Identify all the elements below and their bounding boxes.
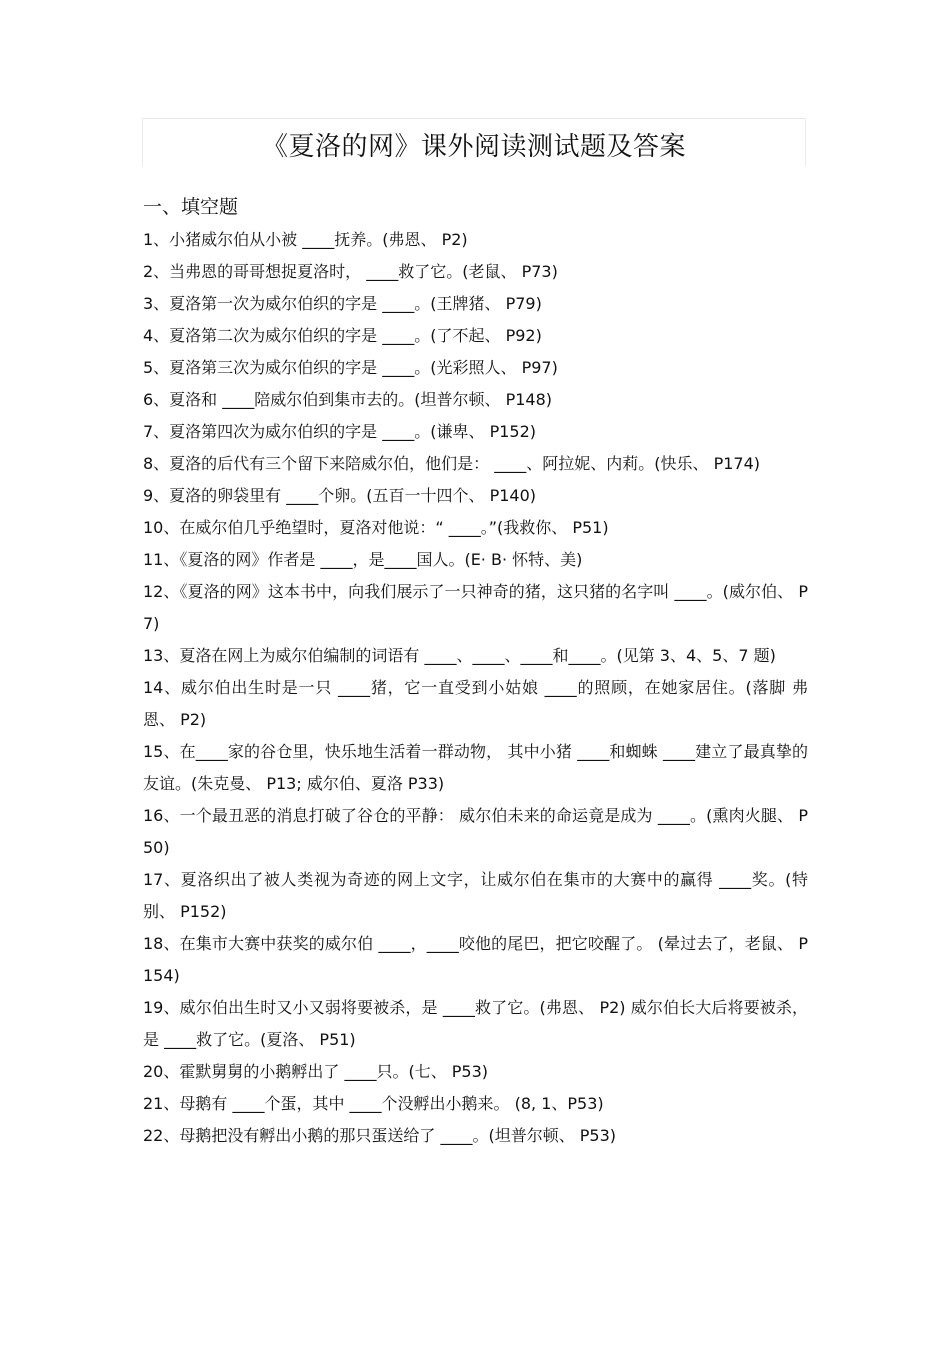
question-item: 5、夏洛第三次为威尔伯织的字是 ____。(光彩照人、 P97) [143,358,558,377]
question-item: 1、小猪威尔伯从小被 ____抚养。(弗恩、 P2) [143,230,468,249]
question-item: 11、《夏洛的网》作者是 ____，是____国人。(E· B· 怀特、美) [143,550,583,569]
question-item: 17、夏洛织出了被人类视为奇迹的网上文字，让威尔伯在集市的大赛中的赢得 ____奖。(特别、 P152) [143,870,808,921]
question-item: 18、在集市大赛中获奖的威尔伯 ____，____咬他的尾巴，把它咬醒了。 (晕过去了，老鼠、 P154) [143,934,808,985]
quiz-content [143,190,808,1152]
section-heading: 一、填空题 [143,196,239,218]
question-item: 19、威尔伯出生时又小又弱将要被杀，是 ____救了它。(弗恩、 P2) 威尔伯长大后将要被杀，是 ____救了它。(夏洛、 P51) [143,998,808,1049]
question-item: 12、《夏洛的网》这本书中，向我们展示了一只神奇的猪，这只猪的名字叫 ____。(威尔伯、 P7) [143,582,808,633]
question-item: 13、夏洛在网上为威尔伯编制的词语有 ____、____、____和____。(见第 3、4、5、7 题) [143,646,776,665]
question-item: 14、威尔伯出生时是一只 ____猪，它一直受到小姑娘 ____的照顾，在她家居住。(落脚 弗恩、 P2) [143,678,808,729]
question-item: 3、夏洛第一次为威尔伯织的字是 ____。(王牌猪、 P79) [143,294,542,313]
question-item: 20、霍默舅舅的小鹅孵出了 ____只。(七、 P53) [143,1062,489,1081]
question-item: 21、母鹅有 ____个蛋，其中 ____个没孵出小鹅来。 (8, 1、P53) [143,1094,604,1113]
question-item: 15、在____家的谷仓里，快乐地生活着一群动物， 其中小猪 ____和蜘蛛 ____建立了最真挚的友谊。(朱克曼、 P13; 威尔伯、夏洛 P33) [143,742,808,793]
question-item: 10、在威尔伯几乎绝望时，夏洛对他说：“ ____。”(我救你、 P51) [143,518,609,537]
question-item: 16、一个最丑恶的消息打破了谷仓的平静： 威尔伯未来的命运竟是成为 ____。(熏肉火腿、 P50) [143,806,808,857]
question-item: 2、当弗恩的哥哥想捉夏洛时， ____救了它。(老鼠、 P73) [143,262,558,281]
question-item: 8、夏洛的后代有三个留下来陪威尔伯，他们是： ____、阿拉妮、内莉。(快乐、 P174) [143,454,761,473]
page-title: 《夏洛的网》课外阅读测试题及答案 [261,132,686,162]
question-item: 4、夏洛第二次为威尔伯织的字是 ____。(了不起、 P92) [143,326,542,345]
question-item: 22、母鹅把没有孵出小鹅的那只蛋送给了 ____。(坦普尔顿、 P53) [143,1126,617,1145]
question-item: 9、夏洛的卵袋里有 ____个卵。(五百一十四个、 P140) [143,486,537,505]
question-item: 7、夏洛第四次为威尔伯织的字是 ____。(谦卑、 P152) [143,422,537,441]
question-item: 6、夏洛和 ____陪威尔伯到集市去的。(坦普尔顿、 P148) [143,390,553,409]
